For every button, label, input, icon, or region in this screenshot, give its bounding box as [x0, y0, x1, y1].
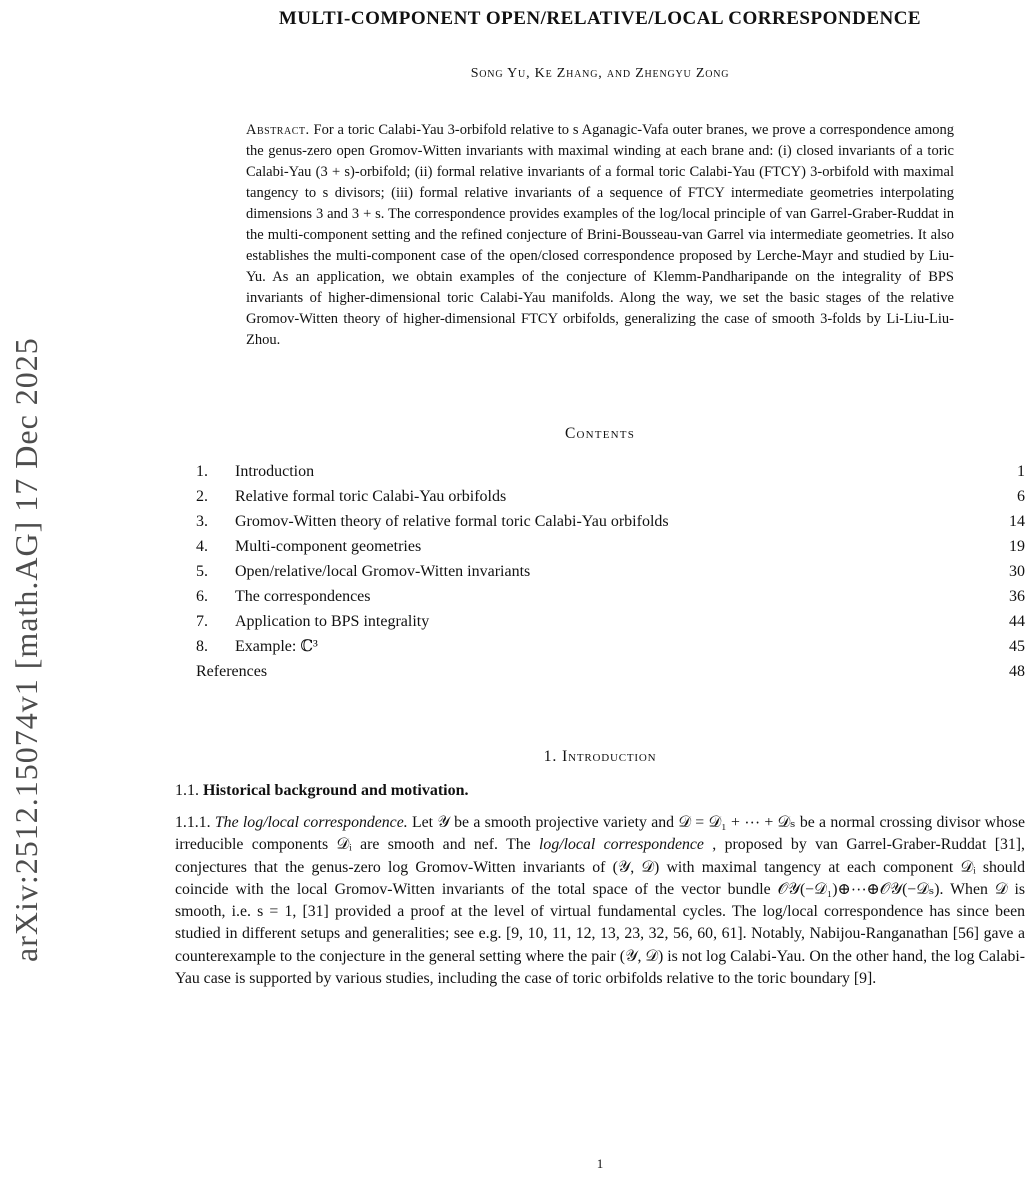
toc-entry-number: 2.	[196, 488, 208, 505]
paragraph-text: Let 𝒴 be a smooth projective variety and 𝒟 = 𝒟₁ + ⋯ + 𝒟ₛ be a normal crossing divisor whose irreducible components 𝒟ᵢ are smooth and nef. The	[175, 814, 1026, 854]
toc-entry-label: References	[196, 663, 268, 680]
toc-entry-page: 45	[1009, 638, 1025, 655]
subsection-1-1-heading	[175, 782, 1025, 800]
page-number: 1	[596, 1156, 604, 1171]
subsection-number: 1.1.	[175, 782, 199, 799]
toc-entry-correspondences	[175, 584, 1025, 609]
toc-entry-number: 6.	[196, 588, 208, 605]
abstract-label: Abstract.	[246, 122, 310, 138]
toc-entry-example-c3	[175, 634, 1025, 659]
toc-entry-page: 14	[1009, 513, 1025, 530]
toc-entry-label: Relative formal toric Calabi-Yau orbifolds	[235, 488, 507, 505]
toc-entry-label: Open/relative/local Gromov-Witten invariants	[235, 563, 531, 580]
toc-entry-label: Gromov-Witten theory of relative formal toric Calabi-Yau orbifolds	[235, 513, 669, 530]
toc-entry-relative-ftcy-orbifolds	[175, 484, 1025, 509]
toc-entry-label: Introduction	[235, 463, 315, 480]
toc-entry-number: 8.	[196, 638, 208, 655]
paragraph-text: , proposed by van Garrel-Graber-Ruddat [31], conjectures that the genus-zero log Gromov-Witten invariants of (𝒴, 𝒟) with maximal tangency at each component 𝒟ᵢ should coincide with the local Gromov-Witten invariants of the total space of the vector bundle 𝒪𝒴(−𝒟₁)⊕⋯⊕𝒪𝒴(−𝒟ₛ). When 𝒟 is smooth, i.e. s = 1, [31] provided a proof at the level of virtual fundamental cycles. The log/local correspondence has since been studied in different setups and generalities; see e.g. [9, 10, 11, 12, 13, 23, 32, 56, 60, 61]. Notably, Nabijou-Ranganathan [56] gave a counterexample to the conjecture in the general setting where the pair (𝒴, 𝒟) is not log Calabi-Yau. On the other hand, the log Calabi-Yau case is supported by various studies, including the case of toric orbifolds relative to the toric boundary [9].	[175, 836, 1025, 988]
toc-entry-page: 48	[1009, 663, 1025, 680]
paragraph-1-1-1	[175, 812, 1025, 990]
toc-entry-open-relative-local-invariants	[175, 559, 1025, 584]
toc-entry-page: 44	[1009, 613, 1025, 630]
arxiv-watermark: arXiv:2512.15074v1 [math.AG] 17 Dec 2025	[8, 337, 44, 962]
paper-content	[175, 0, 1025, 990]
toc-entry-multi-component-geometries	[175, 534, 1025, 559]
table-of-contents	[175, 459, 1025, 684]
toc-entry-number: 5.	[196, 563, 208, 580]
toc-entry-label: Example: ℂ³	[235, 638, 318, 655]
toc-entry-number: 3.	[196, 513, 208, 530]
toc-entry-gw-theory	[175, 509, 1025, 534]
paragraph-emphasis: log/local correspondence	[539, 836, 704, 854]
toc-entry-label: The correspondences	[235, 588, 371, 605]
paragraph-title: The log/local correspondence.	[214, 814, 408, 831]
toc-entry-introduction	[175, 459, 1025, 484]
toc-entry-page: 6	[1017, 488, 1025, 505]
abstract-text: For a toric Calabi-Yau 3-orbifold relative to s Aganagic-Vafa outer branes, we prove a correspondence among the genus-zero open Gromov-Witten invariants with maximal winding at each brane and: (i) closed invariants of a toric Calabi-Yau (3 + s)-orbifold; (ii) formal relative invariants of a formal toric Calabi-Yau (FTCY) 3-orbifold with maximal tangency to s divisors; (iii) formal relative invariants of a sequence of FTCY intermediate geometries interpolating dimensions 3 and 3 + s. The correspondence provides examples of the log/local principle of van Garrel-Graber-Ruddat in the multi-component setting and the refined conjecture of Brini-Bousseau-van Garrel via intermediate geometries. It also establishes the multi-component case of the open/closed correspondence proposed by Lerche-Mayr and studied by Liu-Yu. As an application, we obtain examples of the conjecture of Klemm-Pandharipande on the integrality of BPS invariants of higher-dimensional toric Calabi-Yau manifolds. Along the way, we set the basic stages of the relative Gromov-Witten theory of higher-dimensional FTCY orbifolds, generalizing the case of smooth 3-folds by Li-Liu-Liu-Zhou.	[246, 122, 954, 348]
toc-entry-references	[175, 659, 1025, 684]
toc-entry-bps-integrality	[175, 609, 1025, 634]
paper-title: MULTI-COMPONENT OPEN/RELATIVE/LOCAL CORRESPONDENCE	[278, 8, 922, 29]
toc-entry-label: Multi-component geometries	[235, 538, 422, 555]
toc-entry-number: 7.	[196, 613, 208, 630]
section-1-heading: 1. Introduction	[543, 748, 657, 765]
abstract	[246, 120, 954, 351]
toc-entry-page: 36	[1009, 588, 1025, 605]
authors-line: Song Yu, Ke Zhang, and Zhengyu Zong	[470, 66, 730, 81]
paragraph-number: 1.1.1.	[175, 814, 211, 831]
toc-entry-number: 4.	[196, 538, 208, 555]
toc-entry-page: 30	[1009, 563, 1025, 580]
subsection-title: Historical background and motivation.	[203, 782, 469, 799]
toc-entry-number: 1.	[196, 463, 208, 480]
toc-entry-page: 1	[1017, 463, 1025, 480]
toc-entry-label: Application to BPS integrality	[235, 613, 430, 630]
contents-heading: Contents	[564, 425, 636, 442]
toc-entry-page: 19	[1009, 538, 1025, 555]
